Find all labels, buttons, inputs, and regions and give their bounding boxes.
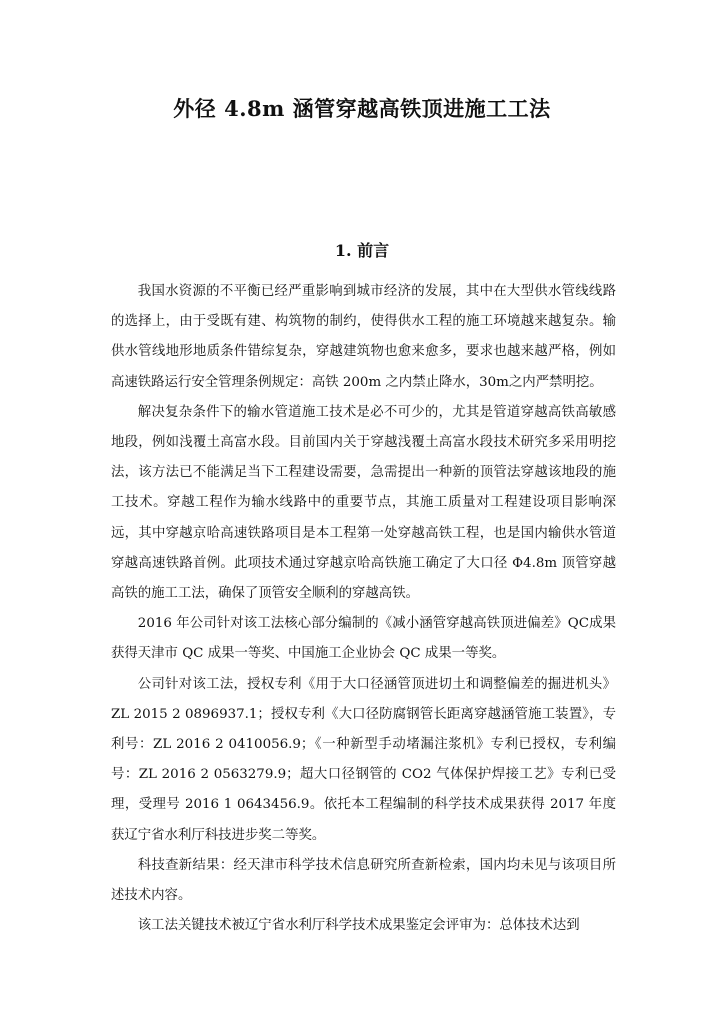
section-body — [111, 277, 616, 941]
paragraph: 该工法关键技术被辽宁省水利厅科学技术成果鉴定会评审为：总体技术达到 — [137, 918, 580, 934]
paragraph: 公司针对该工法，授权专利《用于大口径涵管顶进切土和调整偏差的掘进机头》ZL 2015 2 0896937.1；授权专利《大口径防腐钢管长距离穿越涵管施工装置》，专利号：ZL 2016 2 0410056.9；《一种新型手动堵漏注浆机》专利已授权，专利编号：ZL 2016 2 0563279.9；超大口径钢管的 CO2 气体保护焊接工艺》专利已受理，受理号 2016 1 0643456.9。依托本工程编制的科学技术成果获得 2017 年度获辽宁省水利厅科技进步奖二等奖。 — [111, 676, 616, 843]
paragraph: 解决复杂条件下的输水管道施工技术是必不可少的，尤其是管道穿越高铁高敏感地段，例如浅覆土高富水段。目前国内关于穿越浅覆土高富水段技术研究多采用明挖法，该方法已不能满足当下工程建设需要，急需提出一种新的顶管法穿越该地段的施工技术。穿越工程作为输水线路中的重要节点，其施工质量对工程建设项目影响深远，其中穿越京哈高速铁路项目是本工程第一处穿越高铁工程，也是国内输供水管道穿越高速铁路首例。此项技术通过穿越京哈高铁施工确定了大口径 Φ4.8m 顶管穿越高铁的施工工法，确保了顶管安全顺利的穿越高铁。 — [111, 404, 616, 602]
document-title: 外径 4.8m 涵管穿越高铁顶进施工工法 — [173, 96, 551, 121]
paragraph: 2016 年公司针对该工法核心部分编制的《减小涵管穿越高铁顶进偏差》QC成果获得天津市 QC 成果一等奖、中国施工企业协会 QC 成果一等奖。 — [111, 616, 616, 662]
paragraph: 我国水资源的不平衡已经严重影响到城市经济的发展，其中在大型供水管线线路的选择上，由于受既有建、构筑物的制约，使得供水工程的施工环境越来越复杂。输供水管线地形地质条件错综复杂，穿越建筑物也愈来愈多，要求也越来越严格，例如高速铁路运行安全管理条例规定：高铁 200m 之内禁止降水，30m之内严禁明挖。 — [111, 284, 616, 390]
paragraph: 科技查新结果：经天津市科学技术信息研究所查新检索，国内均未见与该项目所述技术内容。 — [111, 857, 616, 904]
section-heading: 1. 前言 — [334, 241, 390, 260]
